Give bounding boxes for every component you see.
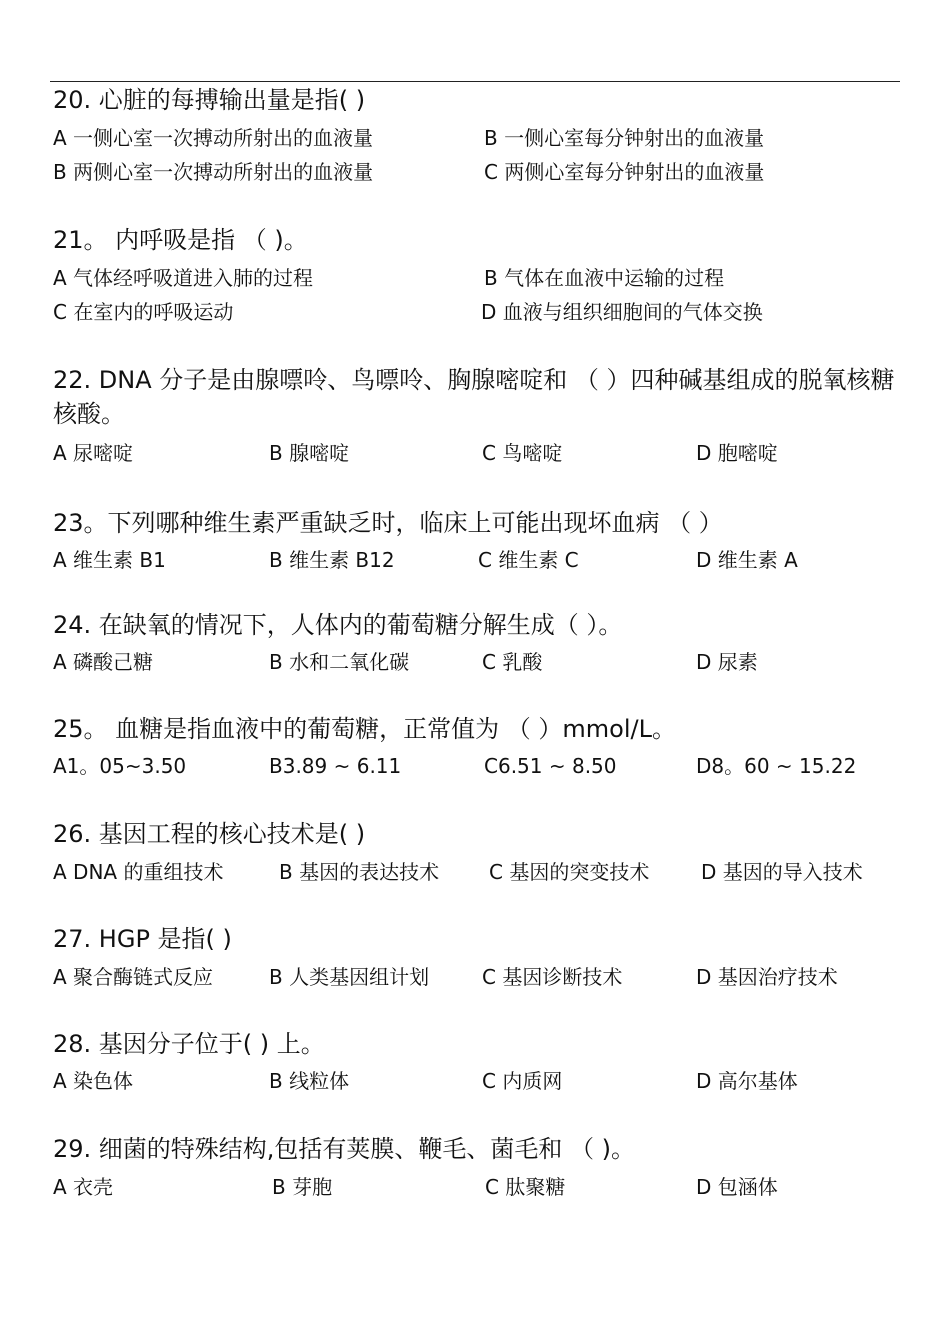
option-c: C 基因的突变技术 bbox=[489, 860, 650, 884]
option-b: B 线粒体 bbox=[269, 1069, 350, 1093]
question-27 bbox=[53, 922, 905, 989]
option-d: D 包涵体 bbox=[696, 1175, 778, 1199]
option-b: B 人类基因组计划 bbox=[269, 965, 430, 989]
question-stem: 23。下列哪种维生素严重缺乏时，临床上可能出现坏血病 （ ） bbox=[53, 509, 723, 537]
question-26 bbox=[53, 817, 905, 884]
option-c: C 肽聚糖 bbox=[485, 1175, 566, 1199]
option-c: C 基因诊断技术 bbox=[482, 965, 623, 989]
option-c: C 在室内的呼吸运动 bbox=[53, 300, 234, 324]
option-a: A 聚合酶链式反应 bbox=[53, 965, 214, 989]
option-d: D 基因治疗技术 bbox=[696, 965, 838, 989]
option-b: B 维生素 B12 bbox=[269, 548, 395, 572]
option-d: D 基因的导入技术 bbox=[701, 860, 863, 884]
question-28 bbox=[53, 1027, 905, 1093]
question-29 bbox=[53, 1132, 905, 1199]
question-stem: 26. 基因工程的核心技术是( ) bbox=[53, 820, 366, 848]
option-c: C 鸟嘧啶 bbox=[482, 441, 563, 465]
option-a: A DNA 的重组技术 bbox=[53, 860, 224, 884]
question-20 bbox=[53, 83, 905, 184]
question-stem: 29. 细菌的特殊结构,包括有荚膜、鞭毛、菌毛和 （ )。 bbox=[53, 1135, 636, 1163]
option-c: C6.51 ~ 8.50 bbox=[484, 754, 617, 778]
option-b: B 芽胞 bbox=[272, 1175, 333, 1199]
question-stem: 28. 基因分子位于( ) 上。 bbox=[53, 1030, 325, 1058]
option-b-second: B 两侧心室一次搏动所射出的血液量 bbox=[53, 160, 374, 184]
option-a: A 一侧心室一次搏动所射出的血液量 bbox=[53, 126, 374, 150]
question-25 bbox=[53, 712, 905, 778]
option-b: B 水和二氧化碳 bbox=[269, 650, 410, 674]
option-d: D 尿素 bbox=[696, 650, 758, 674]
question-stem: 24. 在缺氧的情况下，人体内的葡萄糖分解生成（ ）。 bbox=[53, 611, 623, 639]
option-c: C 维生素 C bbox=[478, 548, 579, 572]
option-a: A 衣壳 bbox=[53, 1175, 114, 1199]
question-21 bbox=[53, 223, 905, 324]
option-a: A 气体经呼吸道进入肺的过程 bbox=[53, 266, 314, 290]
option-d: D 维生素 A bbox=[696, 548, 798, 572]
option-d: D 血液与组织细胞间的气体交换 bbox=[481, 300, 763, 324]
option-b: B 基因的表达技术 bbox=[279, 860, 440, 884]
option-a: A 磷酸己糖 bbox=[53, 650, 154, 674]
question-24 bbox=[53, 608, 905, 674]
option-c: C 两侧心室每分钟射出的血液量 bbox=[484, 160, 765, 184]
question-stem: 27. HGP 是指( ) bbox=[53, 925, 232, 953]
option-a: A 维生素 B1 bbox=[53, 548, 166, 572]
question-stem: 25。 血糖是指血液中的葡萄糖，正常值为 （ ）mmol/L。 bbox=[53, 715, 676, 743]
question-stem: 21。 内呼吸是指 （ )。 bbox=[53, 226, 308, 254]
option-b: B3.89 ~ 6.11 bbox=[269, 754, 402, 778]
option-d: D 胞嘧啶 bbox=[696, 441, 778, 465]
header-rule bbox=[50, 81, 900, 82]
option-a: A1。05~3.50 bbox=[53, 754, 187, 778]
question-stem: 20. 心脏的每搏输出量是指( ) bbox=[53, 86, 366, 114]
option-d: D 高尔基体 bbox=[696, 1069, 798, 1093]
option-a: A 染色体 bbox=[53, 1069, 134, 1093]
option-c: C 内质网 bbox=[482, 1069, 563, 1093]
option-b: B 一侧心室每分钟射出的血液量 bbox=[484, 126, 765, 150]
option-c: C 乳酸 bbox=[482, 650, 543, 674]
question-22 bbox=[53, 363, 905, 465]
option-b: B 腺嘧啶 bbox=[269, 441, 350, 465]
option-d: D8。60 ~ 15.22 bbox=[696, 754, 857, 778]
option-a: A 尿嘧啶 bbox=[53, 441, 134, 465]
question-stem: 22. DNA 分子是由腺嘌呤、鸟嘌呤、胸腺嘧啶和 （ ）四种碱基组成的脱氧核糖核酸。 bbox=[53, 366, 895, 428]
option-b: B 气体在血液中运输的过程 bbox=[484, 266, 725, 290]
question-23 bbox=[53, 506, 905, 572]
